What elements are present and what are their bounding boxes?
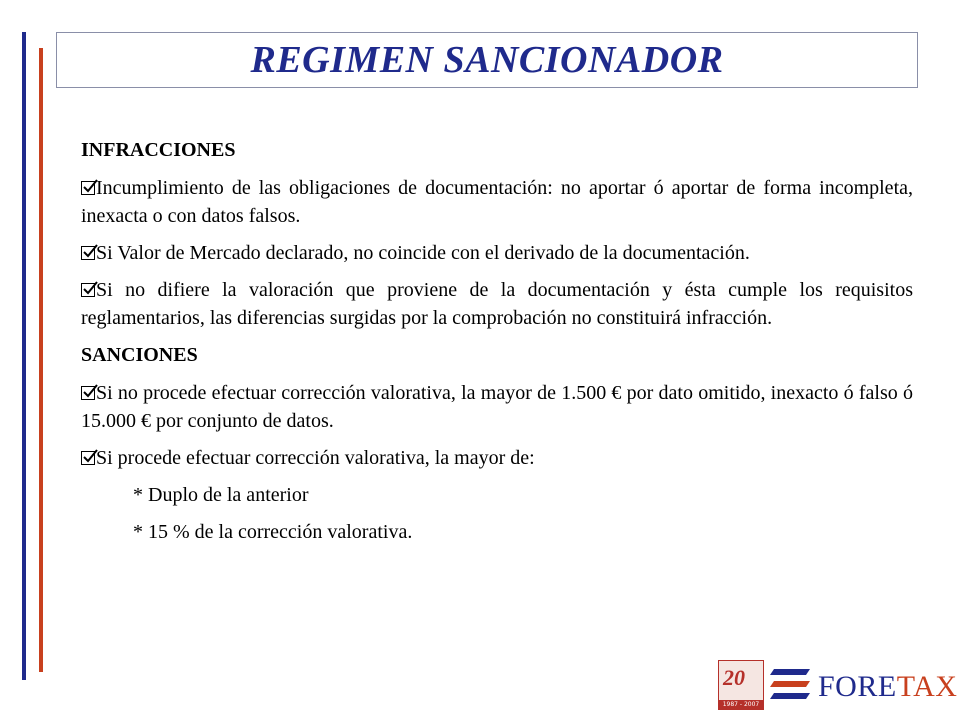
checkbox-checked-icon	[81, 181, 95, 195]
sub-list-item: * 15 % de la corrección valorativa.	[133, 521, 413, 543]
left-accent-bar-blue	[22, 32, 26, 680]
checkbox-checked-icon	[81, 246, 95, 260]
section-heading-sanciones: SANCIONES	[81, 344, 198, 366]
seal-years: 1987 - 2007	[719, 700, 763, 709]
flag-stripes-icon	[768, 666, 812, 702]
anniversary-seal-icon	[718, 660, 764, 710]
brand-name: FORETAX	[818, 670, 958, 703]
list-item: Incumplimiento de las obligaciones de documentación: no aportar ó aportar de forma incompleta, inexacta o con datos falsos.	[81, 177, 913, 227]
checkbox-checked-icon	[81, 451, 95, 465]
list-item: Si no difiere la valoración que proviene de la documentación y ésta cumple los requisitos reglamentarios, las diferencias surgidas por la comprobación no constituirá infracción.	[81, 279, 913, 329]
list-item: Si Valor de Mercado declarado, no coincide con el derivado de la documentación.	[81, 239, 913, 267]
foretax-logo	[718, 660, 958, 712]
checkbox-checked-icon	[81, 386, 95, 400]
seal-number: 20	[723, 665, 745, 690]
list-item: Si no procede efectuar corrección valorativa, la mayor de 1.500 € por dato omitido, inexacto ó falso ó 15.000 € por conjunto de datos.	[81, 382, 913, 432]
checkbox-checked-icon	[81, 283, 95, 297]
sub-list-item: * Duplo de la anterior	[133, 484, 309, 506]
slide-content	[81, 130, 913, 555]
list-item: Si procede efectuar corrección valorativa, la mayor de:	[81, 444, 913, 472]
left-accent-bar-red	[39, 48, 43, 672]
page-title: REGIMEN SANCIONADOR	[250, 39, 724, 81]
title-box	[56, 32, 918, 88]
section-heading-infracciones: INFRACCIONES	[81, 139, 236, 161]
